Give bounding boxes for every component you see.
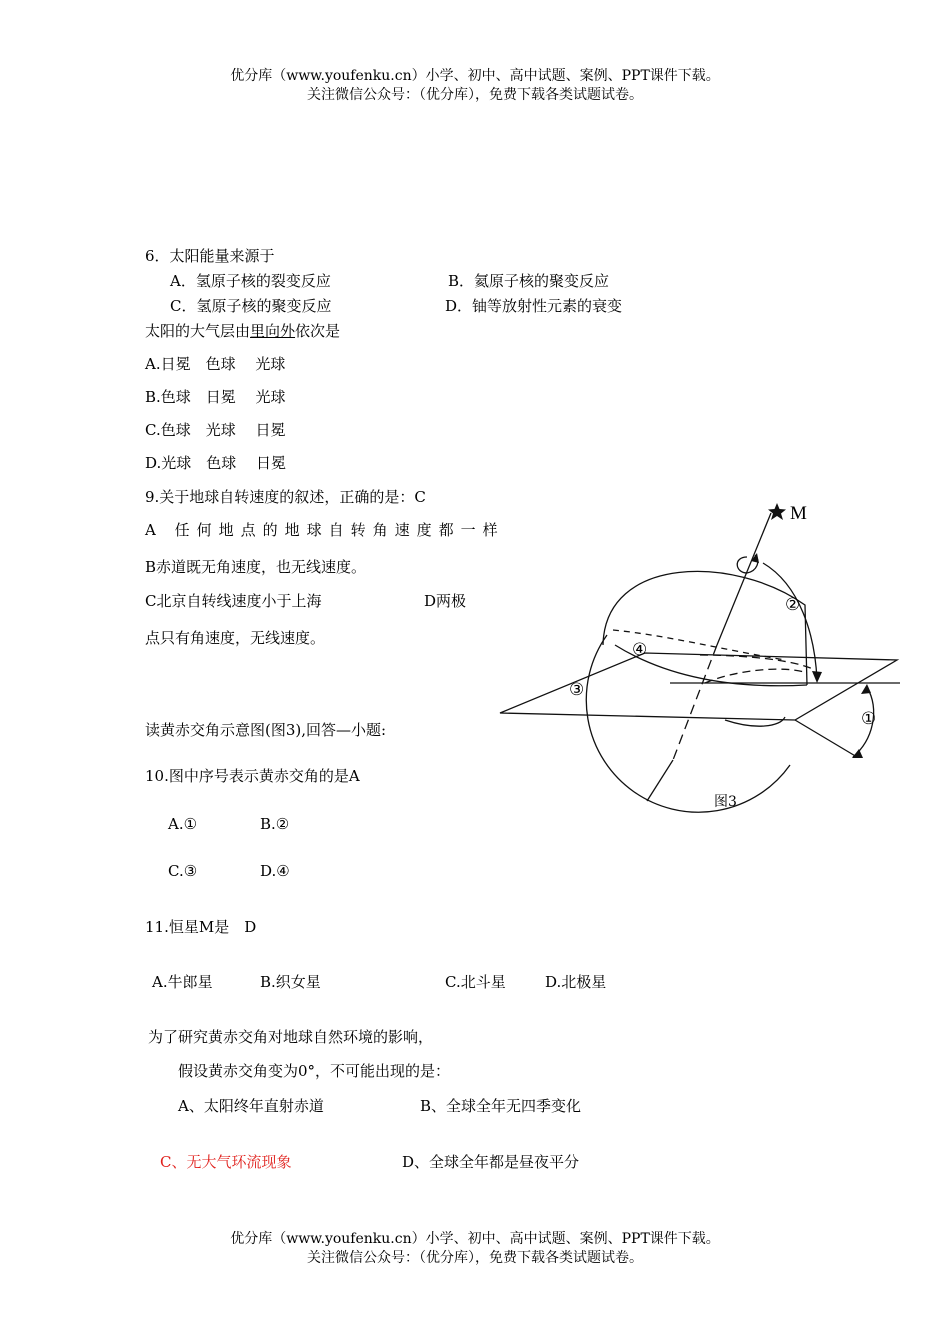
q9-stem: 9.关于地球自转速度的叙述，正确的是：C <box>145 488 426 506</box>
q7-option-b: B.色球 日冕 光球 <box>145 388 286 406</box>
q10-option-d: D.④ <box>260 862 290 880</box>
q9-option-d-part1: D两极 <box>424 592 467 610</box>
q7-option-a: A.日冕 色球 光球 <box>145 355 286 373</box>
q9-option-d-part2: 点只有角速度，无线速度。 <box>145 629 326 647</box>
ecliptic-diagram <box>495 495 910 820</box>
q6-stem: 6．太阳能量来源于 <box>145 247 275 265</box>
q7-stem-pre: 太阳的大气层由 <box>145 322 251 340</box>
ecliptic-plane <box>500 653 897 720</box>
q6-option-c: C．氢原子核的聚变反应 <box>170 297 332 315</box>
q6-option-a: A．氢原子核的裂变反应 <box>170 272 331 290</box>
q10-stem: 10.图中序号表示黄赤交角的是A <box>145 767 360 785</box>
upper-hemisphere <box>603 571 807 685</box>
header-line-2: 关注微信公众号：（优分库），免费下载各类试题试卷。 <box>307 87 643 103</box>
q6-option-d: D．铀等放射性元素的衰变 <box>445 297 623 315</box>
marker-3: ③ <box>569 680 585 699</box>
q11-option-b: B.织女星 <box>260 973 321 991</box>
q10-option-b: B.② <box>260 815 290 833</box>
q12-option-b: B、全球全年无四季变化 <box>420 1097 582 1115</box>
footer-line-1: 优分库（www.youfenku.cn）小学、初中、高中试题、案例、PPT课件下载。 <box>230 1231 720 1247</box>
earth-axis-dashed <box>673 645 717 760</box>
q6-option-b: B．氦原子核的聚变反应 <box>448 272 610 290</box>
q7-stem-underlined: 里向外 <box>250 322 296 340</box>
marker-1: ① <box>861 709 877 728</box>
q9-option-c: C北京自转线速度小于上海 <box>145 592 322 610</box>
q12-option-a: A、太阳终年直射赤道 <box>178 1097 324 1115</box>
q12-stem-line-1: 为了研究黄赤交角对地球自然环境的影响， <box>148 1028 434 1046</box>
header-line-1: 优分库（www.youfenku.cn）小学、初中、高中试题、案例、PPT课件下载。 <box>230 68 720 84</box>
q11-option-c: C.北斗星 <box>445 973 506 991</box>
q12-option-d: D、全球全年都是昼夜平分 <box>402 1153 580 1171</box>
q7-option-d: D.光球 色球 日冕 <box>145 454 287 472</box>
q10-option-a: A.① <box>168 815 198 833</box>
q7-stem-post: 依次是 <box>295 322 341 340</box>
ecliptic-extension <box>795 720 857 757</box>
q9-option-a: A 任何地点的地球自转角速度都一样 <box>145 521 505 539</box>
q11-option-a: A.牛郎星 <box>152 973 213 991</box>
q7-option-c: C.色球 光球 日冕 <box>145 421 286 439</box>
q7-stem <box>145 322 340 340</box>
q11-option-d: D.北极星 <box>545 973 607 991</box>
read-figure-prompt: 读黄赤交角示意图(图3),回答—小题: <box>145 721 387 739</box>
earth-axis-upper <box>717 513 771 645</box>
earth-axis-lower <box>647 760 673 801</box>
q9-option-b: B赤道既无角速度，也无线速度。 <box>145 558 367 576</box>
q10-option-c: C.③ <box>168 862 198 880</box>
star-icon <box>768 503 786 520</box>
marker-2: ② <box>785 595 801 614</box>
star-label: M <box>790 503 807 524</box>
sphere-outline <box>586 635 790 812</box>
angle-arc-2 <box>763 563 817 680</box>
equator-dashed <box>705 669 807 683</box>
q11-stem: 11.恒星M是 D <box>145 918 257 936</box>
footer-line-2: 关注微信公众号：（优分库），免费下载各类试题试卷。 <box>307 1250 643 1266</box>
marker-4: ④ <box>632 640 648 659</box>
q12-stem-line-2: 假设黄赤交角变为0°，不可能出现的是： <box>178 1062 451 1080</box>
q12-option-c: C、无大气环流现象 <box>160 1153 292 1171</box>
figure-caption: 图3 <box>714 794 737 810</box>
